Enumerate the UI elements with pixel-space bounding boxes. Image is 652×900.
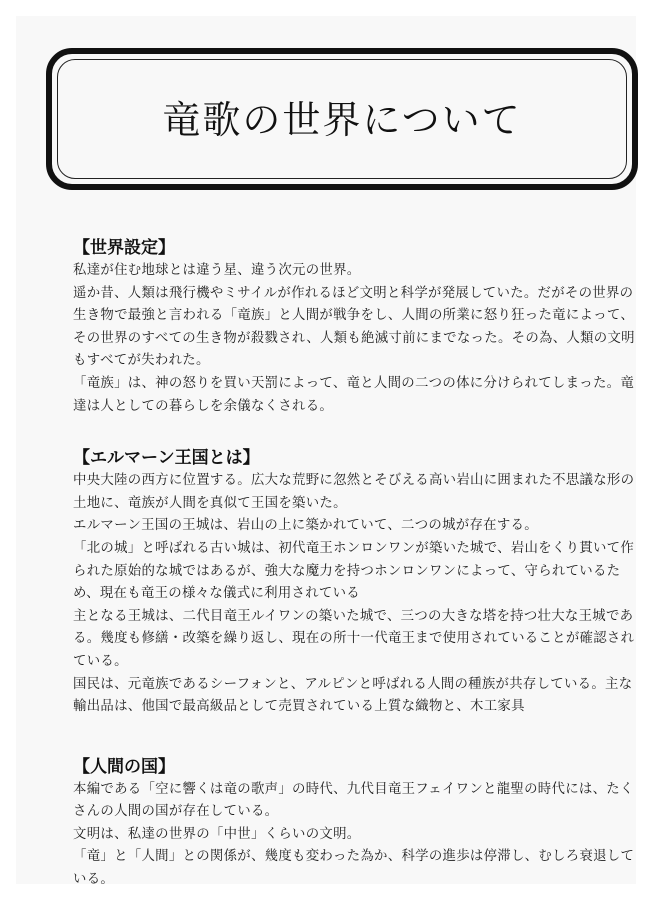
section-elman-kingdom xyxy=(73,446,638,719)
paragraph: 主となる王城は、二代目竜王ルイワンの築いた城で、三つの大きな塔を持つ壮大な王城である。幾度も修繕・改築を繰り返し、現在の所十一代竜王まで使用されていることが確認されている。 xyxy=(73,608,635,669)
document-body xyxy=(73,236,638,892)
paragraph: エルマーン王国の王城は、岩山の上に築かれていて、二つの城が存在する。 xyxy=(73,518,538,534)
paragraph: 国民は、元竜族であるシーフォンと、アルピンと呼ばれる人間の種族が共存している。主な輸出品は、他国で最高級品として売買されている上質な織物と、木工家具 xyxy=(73,676,633,715)
page-title: 竜歌の世界について xyxy=(162,97,522,142)
section-heading: 【エルマーン王国とは】 xyxy=(73,448,260,469)
paragraph: 中央大陸の西方に位置する。広大な荒野に忽然とそびえる高い岩山に囲まれた不思議な形の土地に、竜族が人間を真似て王国を築いた。 xyxy=(73,473,635,511)
section-human-nations xyxy=(73,755,638,892)
paragraph: 遥か昔、人類は飛行機やミサイルが作れるほど文明と科学が発展していた。だがその世界の生き物で最強と言われる「竜族」と人間が戦争をし、人間の所業に怒り狂った竜によって、その世界のすべての生き物が殺戮され、人類も絶滅寸前にまでなった。その為、人類の文明もすべてが失われた。 xyxy=(73,285,635,369)
paragraph: 「竜」と「人間」との関係が、幾度も変わった為か、科学の進歩は停滞し、むしろ衰退している。 xyxy=(73,849,635,888)
section-world-setting xyxy=(73,236,638,418)
paragraph: 本編である「空に響くは竜の歌声」の時代、九代目竜王フェイワンと龍聖の時代には、たくさんの人間の国が存在している。 xyxy=(73,781,634,820)
section-heading: 【世界設定】 xyxy=(73,238,175,258)
paragraph: 文明は、私達の世界の「中世」くらいの文明。 xyxy=(73,826,361,842)
title-frame xyxy=(46,48,638,190)
document-page xyxy=(16,16,636,888)
paragraph: 私達が住む地球とは違う星、違う次元の世界。 xyxy=(73,263,361,278)
paragraph: 「北の城」と呼ばれる古い城は、初代竜王ホンロンワンが築いた城で、岩山をくり貫いて作られた原始的な城ではあるが、強大な魔力を持つホンロンワンによって、守られているため、現在も竜王の様々な儀式に利用されている xyxy=(73,540,635,602)
title-inner-border xyxy=(57,59,627,179)
section-heading: 【人間の国】 xyxy=(73,756,175,777)
paragraph: 「竜族」は、神の怒りを買い天罰によって、竜と人間の二つの体に分けられてしまった。竜達は人としての暮らしを余儀なくされる。 xyxy=(73,375,635,414)
